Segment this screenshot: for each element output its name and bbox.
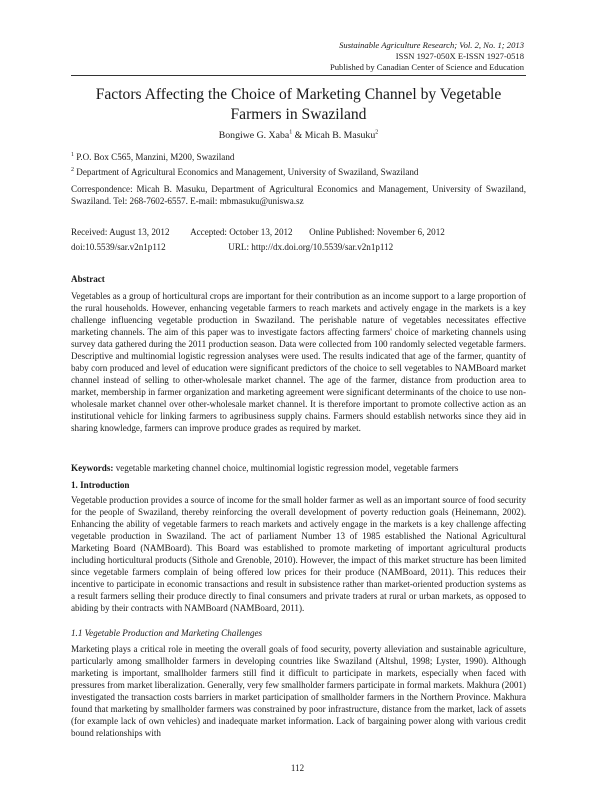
author-line xyxy=(71,130,526,142)
affiliation-2-num: 2 xyxy=(71,166,74,173)
publication-dates xyxy=(71,226,526,238)
correspondence: Correspondence: Micah B. Masuku, Department of Agricultural Economics and Management, University of Swaziland, Swaziland. Tel: 268-7602-6557. E-mail: mbmasuku@uniswa.sz xyxy=(71,184,526,206)
issn-line: ISSN 1927-050X E-ISSN 1927-0518 xyxy=(395,51,524,61)
abstract-heading: Abstract xyxy=(71,274,105,284)
page-number: 112 xyxy=(290,763,305,773)
doi-url[interactable]: URL: http://dx.doi.org/10.5539/sar.v2n1p112 xyxy=(228,242,394,252)
published-date: Online Published: November 6, 2012 xyxy=(309,227,445,237)
author-1-sup: 1 xyxy=(289,129,293,136)
journal-header xyxy=(330,40,524,73)
keywords-text: vegetable marketing channel choice, multinomial logistic regression model, vegetable farmers xyxy=(113,463,459,473)
doi-line xyxy=(71,241,526,253)
journal-line: Sustainable Agriculture Research; Vol. 2, No. 1; 2013 xyxy=(339,40,524,50)
publisher-line: Published by Canadian Center of Science and Education xyxy=(329,62,524,72)
affiliation-1-text: P.O. Box C565, Manzini, M200, Swaziland xyxy=(76,152,235,162)
affiliation-2 xyxy=(71,166,526,178)
author-2: Micah B. Masuku xyxy=(304,130,376,141)
affiliation-1-num: 1 xyxy=(71,151,74,158)
author-1: Bongiwe G. Xaba xyxy=(218,130,290,141)
introduction-text: Vegetable production provides a source of income for the small holder farmer as well as an important source of food security for the people of Swaziland, thereby reinforcing the overall development of poverty reduction goals (Heinemann, 2002). Enhancing the ability of vegetable farmers to reach markets and actively engage in the markets is a key challenge affecting vegetable production in Swaziland. The act of parliament Number 13 of 1985 established the National Agricultural Marketing Board (NAMBoard). This Board was established to promote marketing of important agricultural products including horticultural products (Sithole and Grenoble, 2010). However, the impact of this market structure has been limited since vegetable farmers complain of being offered low prices for their produce (NAMBoard, 2011). This reduces their incentive to participate in economic transactions and result in subsistence rather than market-oriented production systems as a result farmers selling their produce directly to final consumers and private traders at rural or urban markets, as opposed to abiding by their contracts with NAMBoard (NAMBoard, 2011). xyxy=(71,495,526,613)
paper-title: Factors Affecting the Choice of Marketing Channel by Vegetable Farmers in Swaziland xyxy=(95,86,502,123)
doi-text: doi:10.5539/sar.v2n1p112 xyxy=(71,242,166,252)
keywords xyxy=(71,462,526,474)
keywords-label: Keywords: xyxy=(71,463,114,473)
accepted-date: Accepted: October 13, 2012 xyxy=(190,227,293,237)
author-2-sup: 2 xyxy=(375,129,379,136)
affiliation-1 xyxy=(71,151,526,163)
abstract-text: Vegetables as a group of horticultural crops are important for their contribution as an income support to a large proportion of the rural households. However, enhancing vegetable farmers to reach markets and actively engage in the markets is a key challenge influencing vegetable production in Swaziland. The perishable nature of vegetables necessitates effective marketing channels. The aim of this paper was to investigate factors affecting farmers' choice of marketing channels using survey data gathered during the 2011 production season. Data were collected from 100 randomly selected vegetable farmers. Descriptive and multinomial logistic regression analyses were used. The results indicated that age of the farmer, quantity of baby corn produced and level of education were significant predictors of the choice to sell vegetables to NAMBoard market channel instead of selling to other-wholesale market channel. The age of the farmer, distance from production area to market, membership in farmer organization and marketing agreement were significant determinants of the choice to use non-wholesale market channel over other-wholesale market channel. It is therefore important to promote collective action as an institutional vehicle for linking farmers to agribusiness supply chains. Farmers should establish networks since they aid in sharing knowledge, farmers can improve produce grades as required by market. xyxy=(71,291,526,433)
received-date: Received: August 13, 2012 xyxy=(71,227,170,237)
header-rule xyxy=(71,75,526,76)
subsection-text: Marketing plays a critical role in meeting the overall goals of food security, poverty alleviation and sustainable agriculture, particularly among smallholder farmers in developing countries like Swaziland (Altshul, 1998; Lyster, 1990). Although marketing is important, smallholder farmers still find it difficult to participate in markets, especially when faced with pressures from market liberalization. Generally, very few smallholder farmers participate in formal markets. Makhura (2001) investigated the transaction costs barriers in market participation of smallholder farmers in the Northern Province. Makhura found that marketing by smallholder farmers was constrained by poor infrastructure, distance from the market, lack of assets (for example lack of own vehicles) and inadequate market information. Lack of bargaining power along with various credit bound relationships with xyxy=(71,644,526,738)
author-separator: & xyxy=(292,130,305,141)
introduction-heading: 1. Introduction xyxy=(71,480,130,490)
affiliation-2-text: Department of Agricultural Economics and Management, University of Swaziland, Swaziland xyxy=(76,167,419,177)
subsection-heading: 1.1 Vegetable Production and Marketing Challenges xyxy=(71,628,263,638)
